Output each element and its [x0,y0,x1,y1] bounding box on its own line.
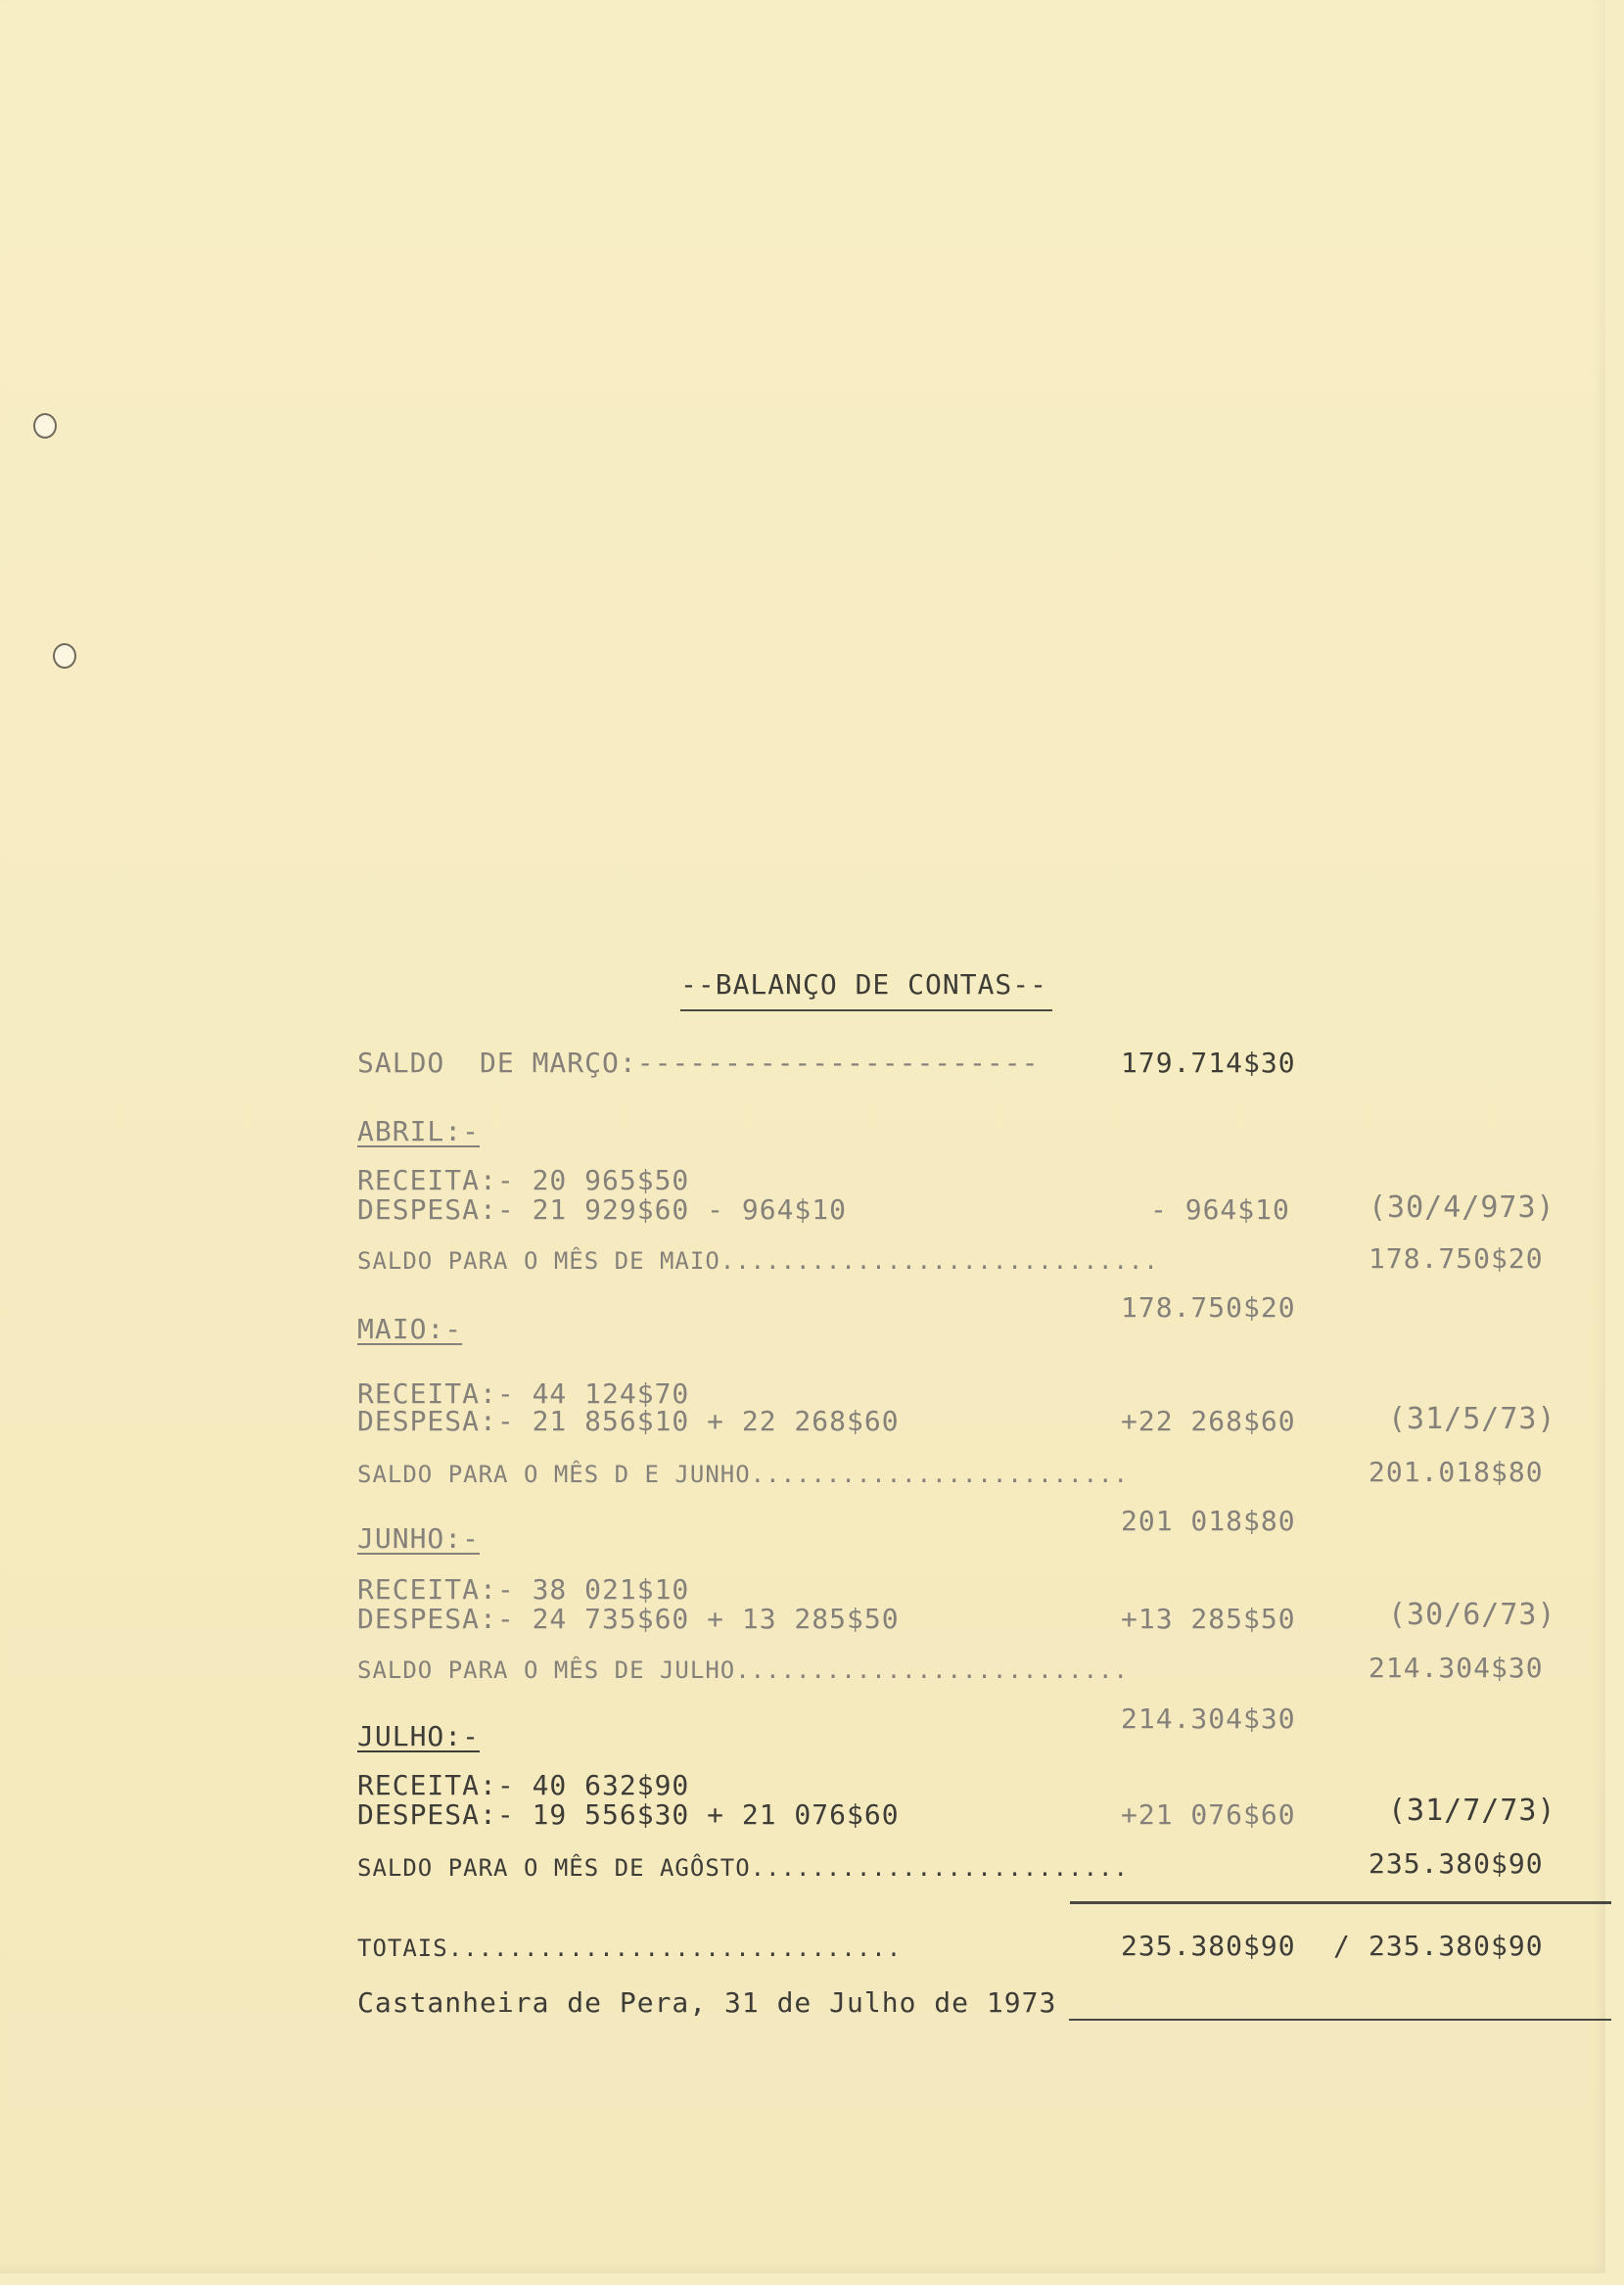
despesa-line: DESPESA:- 21 929$60 - 964$10 [357,1193,848,1226]
totals-separator: / [1333,1930,1351,1962]
totals-left: 235.380$90 [1121,1930,1296,1962]
date-note: (31/5/73) [1388,1402,1556,1436]
totals-rule [1070,1901,1611,1904]
place-date: Castanheira de Pera, 31 de Julho de 1973 [357,1986,1057,2019]
despesa-line: DESPESA:- 19 556$30 + 21 076$60 [357,1798,900,1831]
saldo-label: SALDO PARA O MÊS D E JUNHO......................... [357,1461,1129,1488]
receita-line: RECEITA:- 40 632$90 [357,1769,690,1801]
opening-balance-label: SALDO DE MARÇO:----------------------- [357,1047,1040,1079]
carried-balance: 214.304$30 [1121,1702,1296,1735]
month-heading: JULHO:- [357,1720,481,1752]
title-underline [680,1009,1052,1011]
punch-hole [53,643,76,669]
saldo-amount: 201.018$80 [1369,1456,1544,1488]
saldo-amount: 235.380$90 [1369,1847,1544,1880]
receita-line: RECEITA:- 44 124$70 [357,1377,690,1410]
difference-amount: - 964$10 [1150,1193,1290,1226]
saldo-label: SALDO PARA O MÊS DE AGÔSTO......................... [357,1854,1129,1882]
despesa-line: DESPESA:- 21 856$10 + 22 268$60 [357,1405,900,1437]
difference-amount: +13 285$50 [1121,1603,1296,1635]
month-heading: MAIO:- [357,1313,463,1345]
difference-amount: +21 076$60 [1121,1798,1296,1831]
punch-hole [33,413,57,439]
saldo-label: SALDO PARA O MÊS DE JULHO.......................... [357,1656,1129,1684]
document-title: --BALANÇO DE CONTAS-- [680,968,1048,1001]
totals-label: TOTAIS.............................. [357,1935,903,1962]
date-note: (30/4/973) [1369,1190,1555,1225]
carried-balance: 178.750$20 [1121,1291,1296,1324]
receita-line: RECEITA:- 20 965$50 [357,1164,690,1196]
date-note: (31/7/73) [1388,1794,1556,1828]
month-heading: ABRIL:- [357,1115,481,1147]
saldo-amount: 178.750$20 [1369,1242,1544,1275]
saldo-amount: 214.304$30 [1369,1652,1544,1684]
saldo-label: SALDO PARA O MÊS DE MAIO............................. [357,1247,1159,1275]
despesa-line: DESPESA:- 24 735$60 + 13 285$50 [357,1603,900,1635]
date-note: (30/6/73) [1388,1598,1556,1632]
month-heading: JUNHO:- [357,1522,481,1555]
signature-line [1069,2019,1611,2021]
difference-amount: +22 268$60 [1121,1405,1296,1437]
carried-balance: 201 018$80 [1121,1505,1296,1537]
totals-right: 235.380$90 [1369,1930,1544,1962]
opening-balance-amount: 179.714$30 [1121,1047,1296,1079]
receita-line: RECEITA:- 38 021$10 [357,1573,690,1606]
